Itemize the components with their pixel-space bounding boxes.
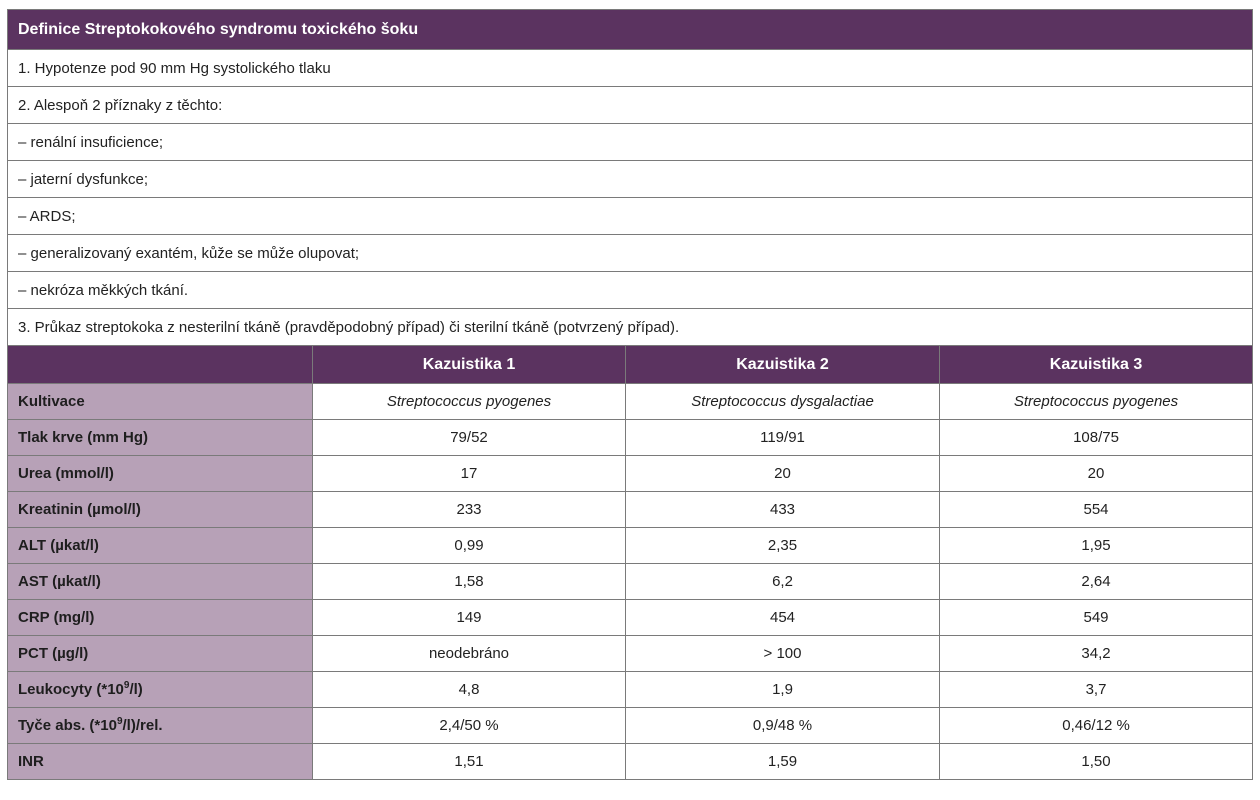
cell-value: 433 [626,492,940,528]
cell-value: 233 [313,492,626,528]
definition-line-text: 2. Alespoň 2 příznaky z těchto: [8,87,1253,124]
table-row [8,744,1253,780]
definition-line [8,198,1253,235]
cell-value: neodebráno [313,636,626,672]
table-row [8,672,1253,708]
cell-value: 1,9 [626,672,940,708]
definition-title: Definice Streptokokového syndromu toxického šoku [8,10,1253,50]
row-label [8,672,313,708]
cell-value: 554 [940,492,1253,528]
definition-line-text: 1. Hypotenze pod 90 mm Hg systolického tlaku [8,50,1253,87]
header-blank-cell [8,346,313,384]
row-label: Urea (mmol/l) [8,456,313,492]
cell-value: 79/52 [313,420,626,456]
table-row [8,564,1253,600]
table-row [8,384,1253,420]
cell-value: 1,51 [313,744,626,780]
definition-line-text: – jaterní dysfunkce; [8,161,1253,198]
row-label: Kreatinin (µmol/l) [8,492,313,528]
cell-value: 0,99 [313,528,626,564]
row-label-text: Tyče abs. (*10 [18,717,117,734]
row-label: Kultivace [8,384,313,420]
cell-value: 4,8 [313,672,626,708]
cell-value: 1,59 [626,744,940,780]
cell-value: 119/91 [626,420,940,456]
cell-value: 2,35 [626,528,940,564]
definition-line-text: – renální insuficience; [8,124,1253,161]
cell-value: 17 [313,456,626,492]
column-header-case-3: Kazuistika 3 [940,346,1253,384]
cell-value: 149 [313,600,626,636]
row-label-exponent: 9 [116,716,123,727]
cell-value: 1,58 [313,564,626,600]
cell-value: > 100 [626,636,940,672]
row-label: AST (µkat/l) [8,564,313,600]
row-label-text: Leukocyty (*10 [18,681,124,698]
cell-value: 0,46/12 % [940,708,1253,744]
row-label-exponent: 9 [123,680,130,691]
definition-title-row [8,10,1253,50]
row-label-unit: /l)/rel. [122,717,163,734]
definition-line-text: 3. Průkaz streptokoka z nesterilní tkáně (pravděpodobný případ) či sterilní tkáně (potvrzený případ). [8,309,1253,346]
cell-value: 20 [940,456,1253,492]
cell-value: Streptococcus pyogenes [313,384,626,420]
cell-value: 6,2 [626,564,940,600]
cell-value: 549 [940,600,1253,636]
row-label: Tlak krve (mm Hg) [8,420,313,456]
definition-line [8,50,1253,87]
table-row [8,456,1253,492]
definition-line-text: – generalizovaný exantém, kůže se může olupovat; [8,235,1253,272]
definition-line [8,124,1253,161]
cell-value: 2,64 [940,564,1253,600]
table-row [8,636,1253,672]
definition-line [8,309,1253,346]
cell-value: 2,4/50 % [313,708,626,744]
case-header-row [8,346,1253,384]
definition-line-text: – ARDS; [8,198,1253,235]
definition-line [8,272,1253,309]
table-row [8,528,1253,564]
row-label-unit: /l) [129,681,143,698]
row-label: INR [8,744,313,780]
cell-value: 1,50 [940,744,1253,780]
cell-value: 3,7 [940,672,1253,708]
cell-value: 1,95 [940,528,1253,564]
definition-line [8,161,1253,198]
table-row [8,708,1253,744]
column-header-case-1: Kazuistika 1 [313,346,626,384]
column-header-case-2: Kazuistika 2 [626,346,940,384]
table-row [8,600,1253,636]
cell-value: 0,9/48 % [626,708,940,744]
row-label: PCT (µg/l) [8,636,313,672]
cell-value: 454 [626,600,940,636]
cell-value: 34,2 [940,636,1253,672]
cell-value: 108/75 [940,420,1253,456]
row-label [8,708,313,744]
cell-value: 20 [626,456,940,492]
cell-value: Streptococcus pyogenes [940,384,1253,420]
row-label: ALT (µkat/l) [8,528,313,564]
toxic-shock-table [7,9,1253,780]
table-row [8,492,1253,528]
definition-line-text: – nekróza měkkých tkání. [8,272,1253,309]
cell-value: Streptococcus dysgalactiae [626,384,940,420]
row-label: CRP (mg/l) [8,600,313,636]
table-row [8,420,1253,456]
definition-line [8,235,1253,272]
definition-line [8,87,1253,124]
document-table-container [7,9,1252,780]
